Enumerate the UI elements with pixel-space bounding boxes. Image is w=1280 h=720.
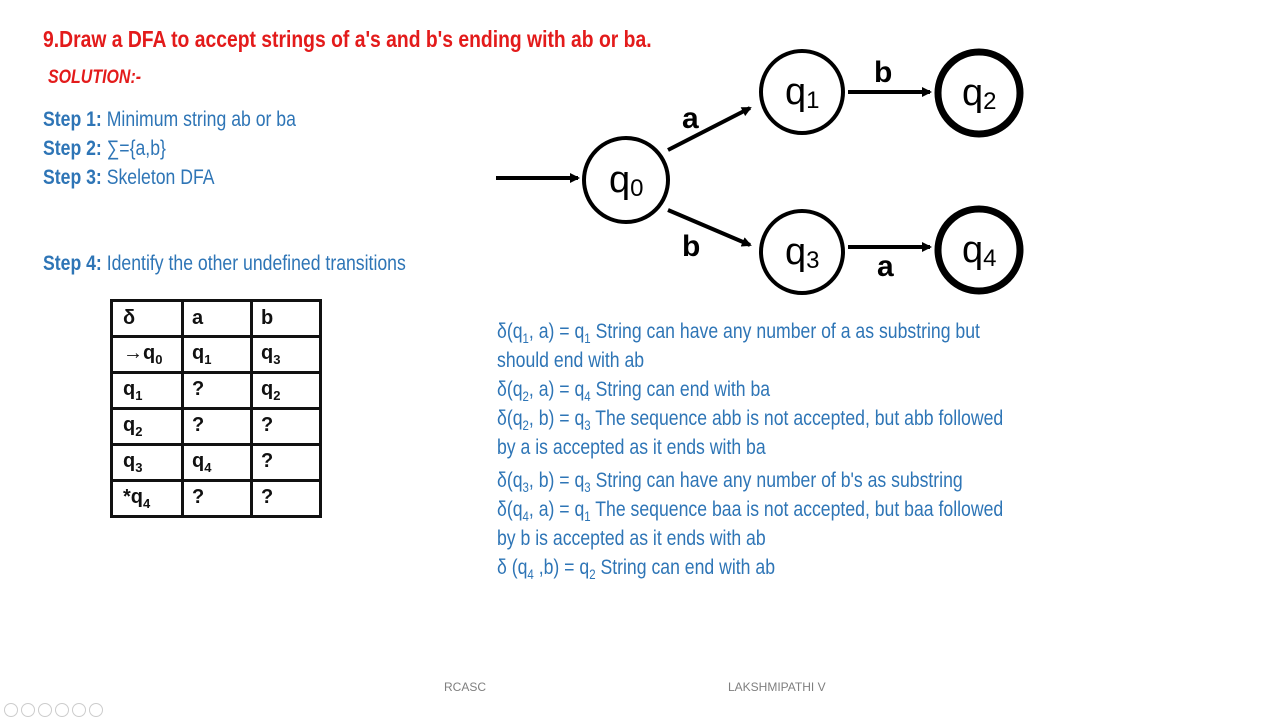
transition-label: b	[682, 230, 701, 263]
explanation-line: $\delta(q_3$, $b) = q_3$ String can have any number of b's as substring	[497, 469, 963, 496]
table-cell: $q_2$	[112, 409, 183, 445]
more-icon[interactable]	[89, 703, 103, 717]
table-cell: $q_1$	[112, 373, 183, 409]
table-cell: $*q_4$	[112, 481, 183, 517]
pen-icon[interactable]	[38, 703, 52, 717]
header-cell: δ	[112, 301, 183, 337]
header-cell: a	[183, 301, 252, 337]
slide-title: 9.Draw a DFA to accept strings of a's and b's ending with ab or ba.	[43, 26, 652, 52]
next-icon[interactable]	[21, 703, 35, 717]
table-cell: ?	[183, 409, 252, 445]
footer-institution: RCASC	[444, 680, 487, 694]
state-label: q0	[609, 159, 644, 202]
transition-arrow	[668, 108, 750, 150]
explanation-line: $\delta(q_4$, $a) = q_1$ The sequence baa is not accepted, but baa followed	[497, 498, 1004, 525]
step-4: Step 4: Identify the other undefined transitions	[43, 252, 406, 275]
zoom-icon[interactable]	[72, 703, 86, 717]
table-cell: $q_1$	[183, 337, 252, 373]
state-label: q4	[962, 229, 997, 272]
transition-label: a	[877, 250, 894, 283]
step-3: Step 3: Skeleton DFA	[43, 166, 215, 189]
explanation-line: by b is accepted as it ends with ab	[497, 527, 766, 550]
step-1: Step 1: Minimum string ab or ba	[43, 108, 296, 131]
explanation-line: $\delta(q_2$, $a) = q_4$ String can end with ba	[497, 378, 771, 405]
table-cell: $q_3$	[252, 337, 321, 373]
slides-icon[interactable]	[55, 703, 69, 717]
explanation-line: $\delta(q_2$, $b) = q_3$ The sequence abb is not accepted, but abb followed	[497, 407, 1004, 434]
transition-label: b	[874, 56, 893, 89]
state-label: q3	[785, 231, 820, 274]
explanation-line: δ ($q_4$ $,b) = q_2$ String can end with ab	[497, 556, 776, 583]
transition-arrow	[668, 210, 750, 245]
solution-label: SOLUTION:-	[48, 67, 142, 88]
transition-label: a	[682, 102, 699, 135]
slide-controls[interactable]	[4, 703, 103, 717]
step-2: Step 2: ∑={a,b}	[43, 137, 166, 160]
table-cell: $\to q_0$	[112, 337, 183, 373]
table-cell: ?	[252, 481, 321, 517]
table-cell: $q_4$	[183, 445, 252, 481]
table-cell: ?	[252, 445, 321, 481]
header-cell: b	[252, 301, 321, 337]
footer-author: LAKSHMIPATHI V	[728, 680, 826, 694]
table-cell: $q_2$	[252, 373, 321, 409]
explanation-line: $\delta(q_1$, $a) = q_1$ String can have any number of a as substring but	[497, 320, 980, 347]
table-cell: ?	[183, 481, 252, 517]
table-cell: ?	[252, 409, 321, 445]
explanation-line: by a is accepted as it ends with ba	[497, 436, 766, 459]
explanation-line: should end with ab	[497, 349, 645, 372]
table-cell: ?	[183, 373, 252, 409]
prev-icon[interactable]	[4, 703, 18, 717]
state-label: q2	[962, 72, 997, 115]
table-cell: $q_3$	[112, 445, 183, 481]
state-label: q1	[785, 71, 820, 114]
